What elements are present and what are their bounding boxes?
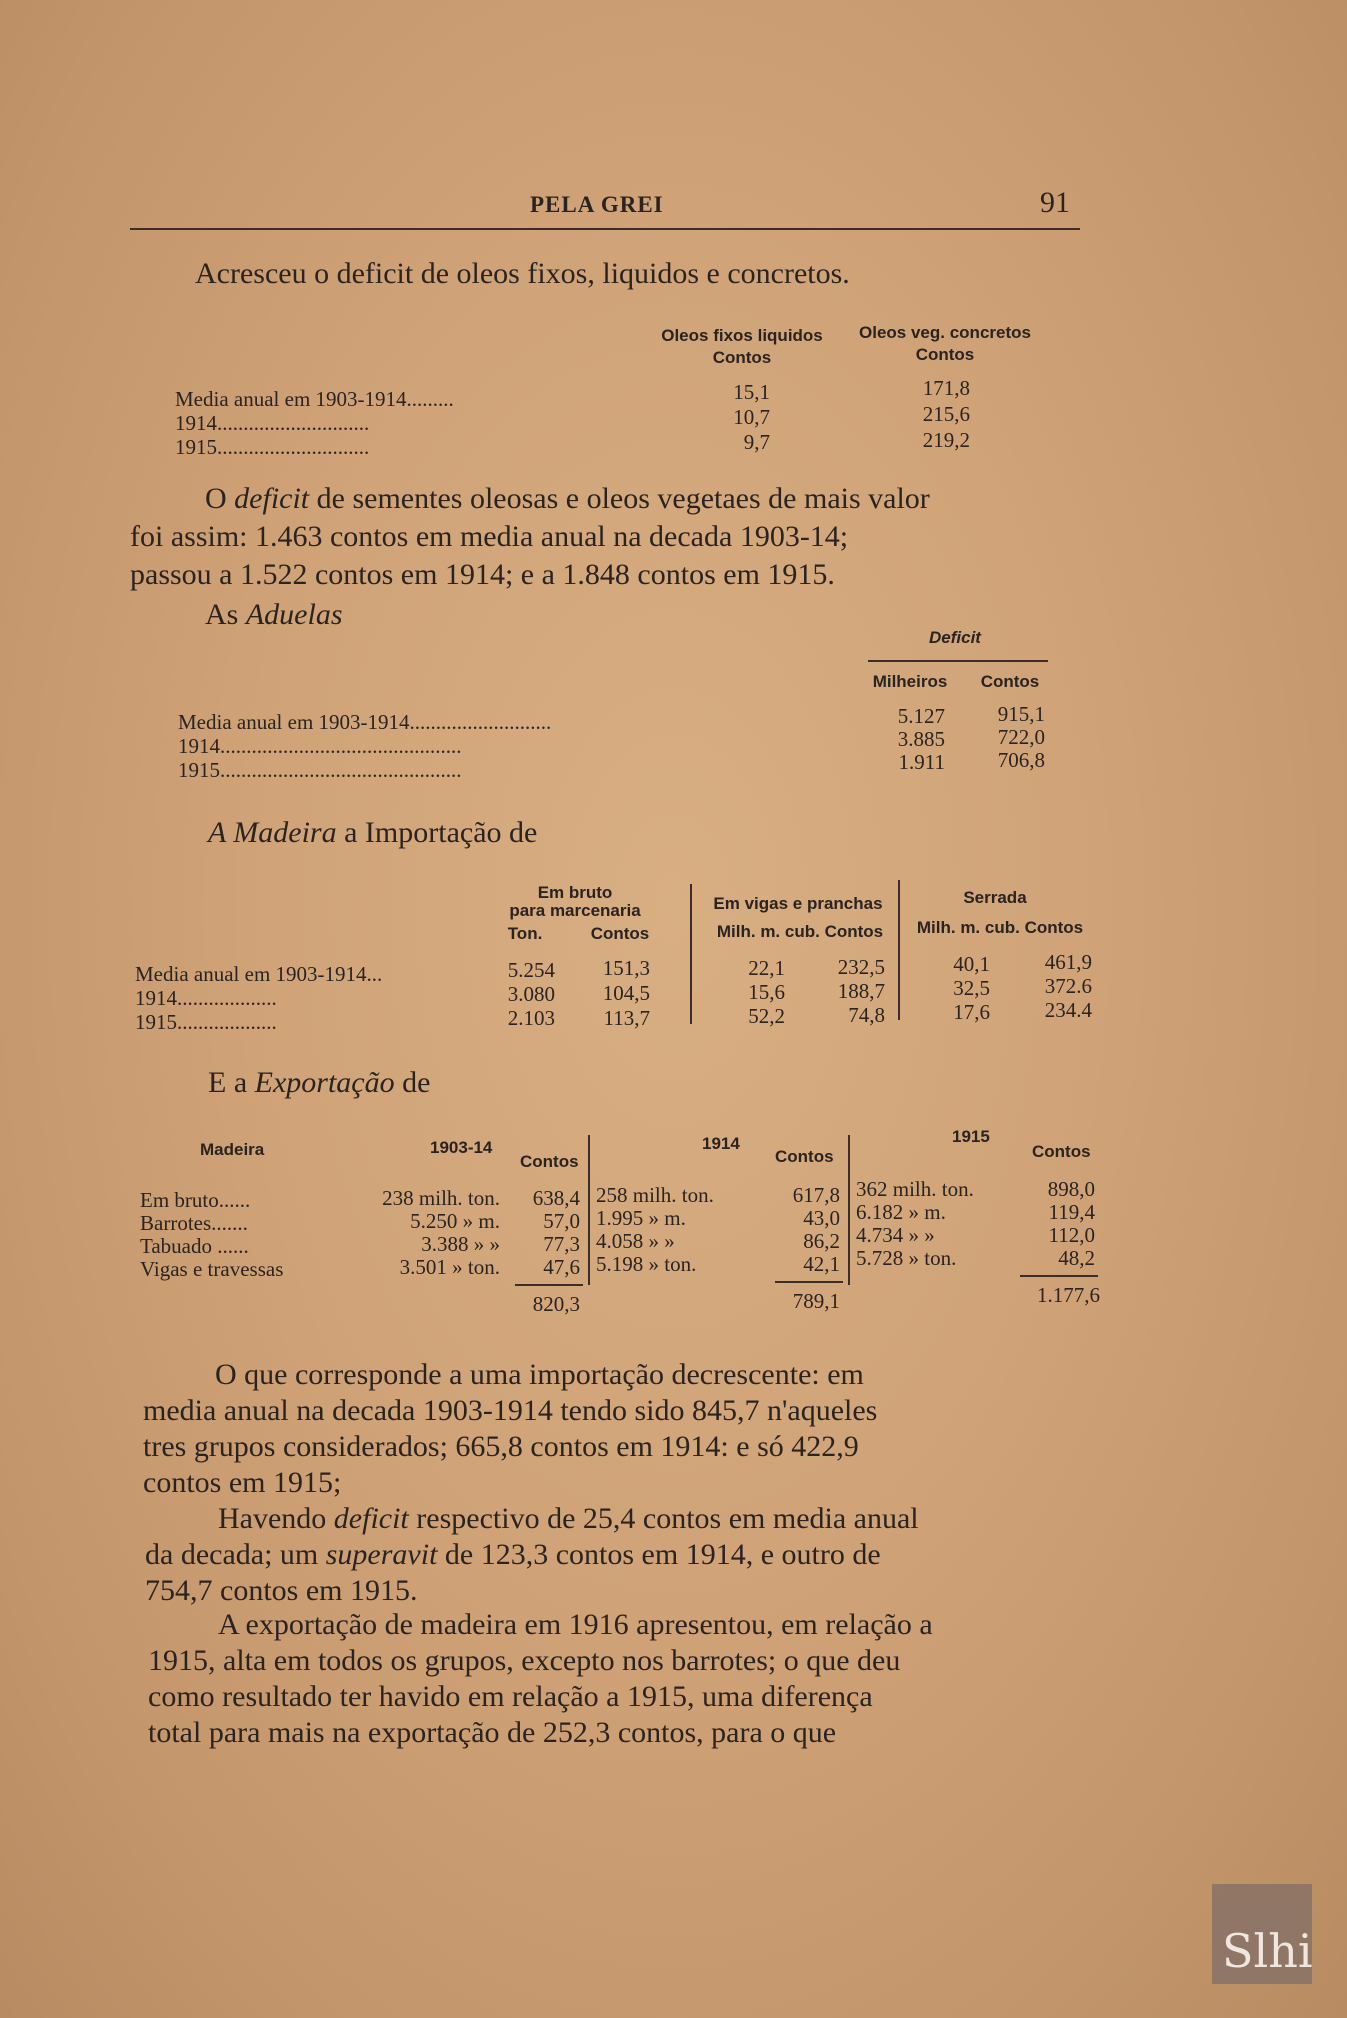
table-cell: 47,6 xyxy=(543,1255,580,1279)
table-cell: 43,0 xyxy=(803,1206,840,1230)
table-cell: 722,0 xyxy=(997,725,1045,749)
table-cell: 215,6 xyxy=(922,402,970,426)
text-span-italic: superavit xyxy=(325,1538,438,1571)
table-cell: 362 milh. ton. xyxy=(856,1177,974,1201)
table-row-label: Media anual em 1903-1914........................... xyxy=(178,710,552,734)
divider xyxy=(868,660,1048,662)
library-watermark-logo xyxy=(1212,1884,1312,1984)
table-cell: 74,8 xyxy=(848,1003,885,1027)
table-row-label: 1914.............................................. xyxy=(178,734,462,758)
unit-label: Milh. m. cub. xyxy=(716,922,820,941)
table-row-label: Tabuado ...... xyxy=(140,1234,249,1258)
t3-g1-head: Em bruto para marcenaria xyxy=(509,883,641,920)
t4-h-year1: 1903-14 xyxy=(430,1138,493,1157)
paragraph-line: passou a 1.522 contos em 1914; e a 1.848 contos em 1915. xyxy=(130,558,835,591)
table-cell: 48,2 xyxy=(1058,1246,1095,1270)
table-cell: 915,1 xyxy=(997,702,1045,726)
paragraph-line: 1915, alta em todos os grupos, excepto nos barrotes; o que deu xyxy=(148,1644,901,1677)
t1-col1-head: Oleos fixos liquidos xyxy=(661,326,823,345)
text-span-italic: deficit xyxy=(234,482,310,515)
t2-col1-unit: Milheiros xyxy=(872,672,948,691)
column-divider xyxy=(690,884,692,1024)
unit-label: Milh. m. cub. xyxy=(916,918,1020,937)
table-cell: 113,7 xyxy=(603,1006,650,1030)
paragraph-line: 754,7 contos em 1915. xyxy=(145,1574,418,1607)
table-cell: 17,6 xyxy=(953,1000,990,1024)
table-cell: 86,2 xyxy=(803,1229,840,1253)
text-span-italic: A Madeira xyxy=(208,816,337,849)
total-cell: 820,3 xyxy=(532,1292,580,1316)
table-cell: 898,0 xyxy=(1047,1177,1095,1201)
table-cell: 3.080 xyxy=(507,982,555,1006)
table-cell: 104,5 xyxy=(602,981,650,1005)
table-cell: 5.198 » ton. xyxy=(596,1252,697,1276)
t2-group-head: Deficit xyxy=(929,628,981,647)
column-divider xyxy=(848,1135,850,1285)
sum-rule xyxy=(775,1281,843,1283)
paragraph-line: contos em 1915; xyxy=(143,1466,342,1499)
text-span: da decada; um xyxy=(145,1538,326,1571)
table-cell: 4.734 » » xyxy=(856,1223,935,1247)
table-cell: 706,8 xyxy=(997,748,1045,772)
table-cell: 171,8 xyxy=(922,376,970,400)
unit-label: Contos xyxy=(824,922,884,941)
table-cell: 5.728 » ton. xyxy=(856,1246,957,1270)
text-span-italic: Aduelas xyxy=(245,598,343,631)
table-cell: 112,0 xyxy=(1048,1223,1095,1247)
table-cell: 219,2 xyxy=(922,428,970,452)
t2-col2-unit: Contos xyxy=(980,672,1040,691)
table-cell: 5.254 xyxy=(507,958,555,982)
t3-g3-head: Serrada xyxy=(963,888,1027,907)
text-span: de sementes oleosas e oleos vegetaes de mais valor xyxy=(309,482,930,515)
paragraph-line: O que corresponde a uma importação decrescente: em xyxy=(215,1358,864,1391)
total-cell: 1.177,6 xyxy=(1037,1283,1100,1307)
watermark-text: Slhi xyxy=(1222,1924,1313,1978)
table-cell: 52,2 xyxy=(748,1004,785,1028)
table-row-label: 1915................... xyxy=(135,1010,277,1034)
paragraph-line: tres grupos considerados; 665,8 contos em 1914: e só 422,9 xyxy=(143,1430,859,1463)
t4-h-contos1: Contos xyxy=(520,1152,579,1171)
t1-col2-head: Oleos veg. concretos xyxy=(859,323,1031,342)
table-cell: 6.182 » m. xyxy=(856,1200,946,1224)
paragraph-oleos xyxy=(195,255,850,293)
running-header xyxy=(130,188,1080,230)
table-cell: 2.103 xyxy=(507,1006,555,1030)
table-cell: 9,7 xyxy=(743,430,770,454)
table-cell: 5.127 xyxy=(897,704,945,728)
table-row-label: 1914............................. xyxy=(175,411,370,435)
text-span-italic: Exportação xyxy=(254,1066,395,1099)
t1-col1-unit: Contos xyxy=(712,348,772,367)
text-span: a Importação de xyxy=(336,816,538,849)
table-cell: 638,4 xyxy=(532,1186,580,1210)
text-span: E a xyxy=(208,1066,255,1099)
paragraph-line: foi assim: 1.463 contos em media anual na decada 1903-14; xyxy=(130,520,849,553)
table-row-label: Media anual em 1903-1914... xyxy=(135,962,383,986)
table-cell: 1.911 xyxy=(898,750,945,774)
column-divider xyxy=(898,880,900,1020)
running-title: PELA GREI xyxy=(530,192,664,217)
table-cell: 15,6 xyxy=(748,980,785,1004)
column-divider xyxy=(588,1135,590,1285)
table-cell: 3.501 » ton. xyxy=(399,1255,500,1279)
table-cell: 4.058 » » xyxy=(596,1229,675,1253)
oleos-sentence: Acresceu o deficit de oleos fixos, liquidos e concretos. xyxy=(195,257,850,290)
table-cell: 119,4 xyxy=(1048,1200,1095,1224)
text-span: de xyxy=(394,1066,431,1099)
table-cell: 77,3 xyxy=(543,1232,580,1256)
paragraph-line: total para mais na exportação de 252,3 contos, para o que xyxy=(148,1716,837,1749)
t3-g1-u2: Contos xyxy=(590,924,650,943)
page-number: 91 xyxy=(1040,186,1070,219)
unit-label: Contos xyxy=(1024,918,1084,937)
paragraph-line xyxy=(145,1536,881,1574)
table-cell: 372.6 xyxy=(1044,974,1092,998)
t4-h-contos3: Contos xyxy=(1032,1142,1091,1161)
sum-rule xyxy=(1020,1275,1098,1277)
table-cell: 461,9 xyxy=(1044,950,1092,974)
table-cell: 40,1 xyxy=(953,952,990,976)
heading-exportacao xyxy=(208,1064,430,1102)
table-cell: 15,1 xyxy=(733,380,770,404)
t3-g1-u1: Ton. xyxy=(507,924,543,943)
t4-h-contos2: Contos xyxy=(775,1147,834,1166)
table-cell: 57,0 xyxy=(543,1209,580,1233)
table-cell: 617,8 xyxy=(792,1183,840,1207)
text-span: As xyxy=(205,598,246,631)
table-cell: 232,5 xyxy=(837,955,885,979)
table-cell: 188,7 xyxy=(837,979,885,1003)
heading-madeira xyxy=(208,814,537,852)
text-span: Havendo xyxy=(218,1502,334,1535)
table-row-label: 1915.............................................. xyxy=(178,758,462,782)
table-row-label: 1914................... xyxy=(135,986,277,1010)
table-row-label: 1915............................. xyxy=(175,435,370,459)
table-cell: 10,7 xyxy=(733,405,770,429)
table-row-label: Barrotes....... xyxy=(140,1211,248,1235)
text-span: respectivo de 25,4 contos em media anual xyxy=(408,1502,919,1535)
table-cell: 234.4 xyxy=(1044,998,1092,1022)
paragraph-line: media anual na decada 1903-1914 tendo sido 845,7 n'aqueles xyxy=(143,1394,878,1427)
t3-g3-units xyxy=(905,918,1095,938)
sum-rule xyxy=(515,1284,583,1286)
table-row-label: Vigas e travessas xyxy=(140,1257,284,1281)
paragraph-deficit xyxy=(205,480,1105,518)
text-span: de 123,3 contos em 1914, e outro de xyxy=(437,1538,881,1571)
table-row-label: Media anual em 1903-1914......... xyxy=(175,387,454,411)
text-span: O xyxy=(205,482,235,515)
paragraph-line: como resultado ter havido em relação a 1915, uma diferença xyxy=(148,1680,873,1713)
heading-aduelas xyxy=(205,596,343,634)
table-cell: 238 milh. ton. xyxy=(382,1186,500,1210)
table-cell: 5.250 » m. xyxy=(410,1209,500,1233)
text-span-italic: deficit xyxy=(333,1502,409,1535)
t1-col2-unit: Contos xyxy=(915,345,975,364)
table-cell: 42,1 xyxy=(803,1252,840,1276)
table-cell: 151,3 xyxy=(602,956,650,980)
table-cell: 1.995 » m. xyxy=(596,1206,686,1230)
table-row-label: Em bruto...... xyxy=(140,1188,251,1212)
table-cell: 258 milh. ton. xyxy=(596,1183,714,1207)
table-cell: 3.388 » » xyxy=(421,1232,500,1256)
t4-h-year3: 1915 xyxy=(952,1127,990,1146)
table-cell: 3.885 xyxy=(897,727,945,751)
t4-h-year2: 1914 xyxy=(702,1134,740,1153)
paragraph-line: A exportação de madeira em 1916 apresentou, em relação a xyxy=(218,1608,933,1641)
t3-g2-units xyxy=(700,922,900,942)
table-cell: 22,1 xyxy=(748,956,785,980)
paragraph-line xyxy=(218,1500,919,1538)
total-cell: 789,1 xyxy=(792,1289,840,1313)
t4-h-madeira: Madeira xyxy=(200,1140,265,1159)
table-cell: 32,5 xyxy=(953,976,990,1000)
t3-g2-head: Em vigas e pranchas xyxy=(713,894,883,913)
